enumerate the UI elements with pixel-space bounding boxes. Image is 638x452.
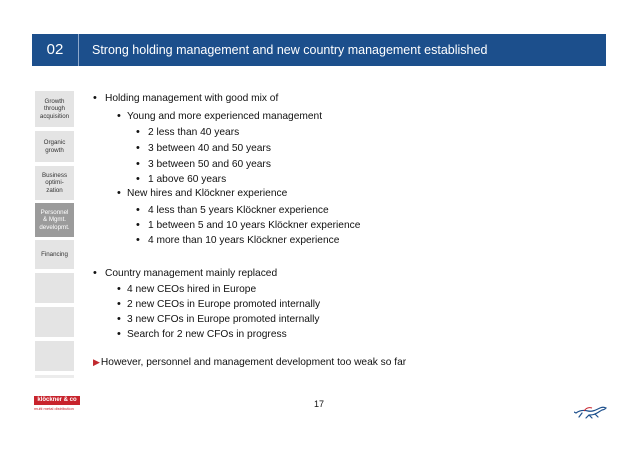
- arrow-right-icon: ▶: [93, 357, 100, 367]
- bullet-icon: •: [136, 219, 140, 231]
- bullet-icon: •: [136, 173, 140, 185]
- tab-label-line: Personnel: [40, 208, 69, 216]
- list-item: 4 new CEOs hired in Europe: [127, 284, 257, 295]
- slide-title: Strong holding management and new country management established: [92, 43, 488, 57]
- list-item: 1 between 5 and 10 years Klöckner experience: [148, 220, 361, 231]
- tab-label-line: Organic: [43, 139, 66, 146]
- list-item: 4 more than 10 years Klöckner experience: [148, 235, 340, 246]
- logo-wordmark: klöckner & co: [34, 396, 80, 405]
- bullet-holding-title: Holding management with good mix of: [105, 93, 279, 104]
- bullet-icon: •: [136, 234, 140, 246]
- tab-label-line: Business: [41, 171, 68, 179]
- bullet-icon: •: [117, 298, 121, 310]
- list-item: 4 less than 5 years Klöckner experience: [148, 205, 329, 216]
- logo-tagline: multi metal distribution: [34, 406, 74, 411]
- bullet-icon: •: [93, 92, 97, 104]
- bullet-icon: •: [117, 283, 121, 295]
- tab-label-line: developmt.: [39, 223, 70, 231]
- bullet-icon: •: [136, 126, 140, 138]
- section-number: 02: [46, 41, 64, 58]
- tab-label-line: optimi-: [45, 179, 64, 187]
- bullet-icon: •: [93, 267, 97, 279]
- list-item: Search for 2 new CFOs in progress: [127, 329, 287, 340]
- tab-label-line: acquisition: [39, 112, 70, 120]
- bullet-icon: •: [136, 142, 140, 154]
- list-item: 1 above 60 years: [148, 174, 227, 185]
- tab-label-line: Growth: [44, 97, 65, 105]
- list-item: 2 new CEOs in Europe promoted internally: [127, 299, 321, 310]
- conclusion-line: [93, 356, 406, 369]
- tab-label-line: & Mgmt.: [42, 216, 67, 224]
- bullet-hires-label: New hires and Klöckner experience: [127, 188, 288, 199]
- greyhound-mascot-icon: [574, 402, 608, 420]
- tab-label-line: growth: [45, 146, 64, 154]
- bullet-icon: •: [136, 204, 140, 216]
- list-item: 3 between 50 and 60 years: [148, 159, 271, 170]
- list-item: 3 new CFOs in Europe promoted internally: [127, 314, 320, 325]
- bullet-icon: •: [117, 110, 121, 122]
- company-logo: [34, 396, 80, 418]
- bullet-young-label: Young and more experienced management: [127, 111, 323, 122]
- tab-label-line: Financing: [41, 250, 68, 258]
- bullet-icon: •: [117, 187, 121, 199]
- page-number: 17: [313, 399, 324, 409]
- conclusion-text: However, personnel and management development too weak so far: [100, 357, 407, 368]
- bullet-icon: •: [117, 313, 121, 325]
- tab-label-line: zation: [46, 186, 63, 194]
- bullet-country-title: Country management mainly replaced: [105, 268, 278, 279]
- list-item: 3 between 40 and 50 years: [148, 143, 271, 154]
- list-item: 2 less than 40 years: [148, 127, 240, 138]
- bullet-icon: •: [117, 328, 121, 340]
- tab-label-line: through: [44, 105, 65, 113]
- bullet-icon: •: [136, 158, 140, 170]
